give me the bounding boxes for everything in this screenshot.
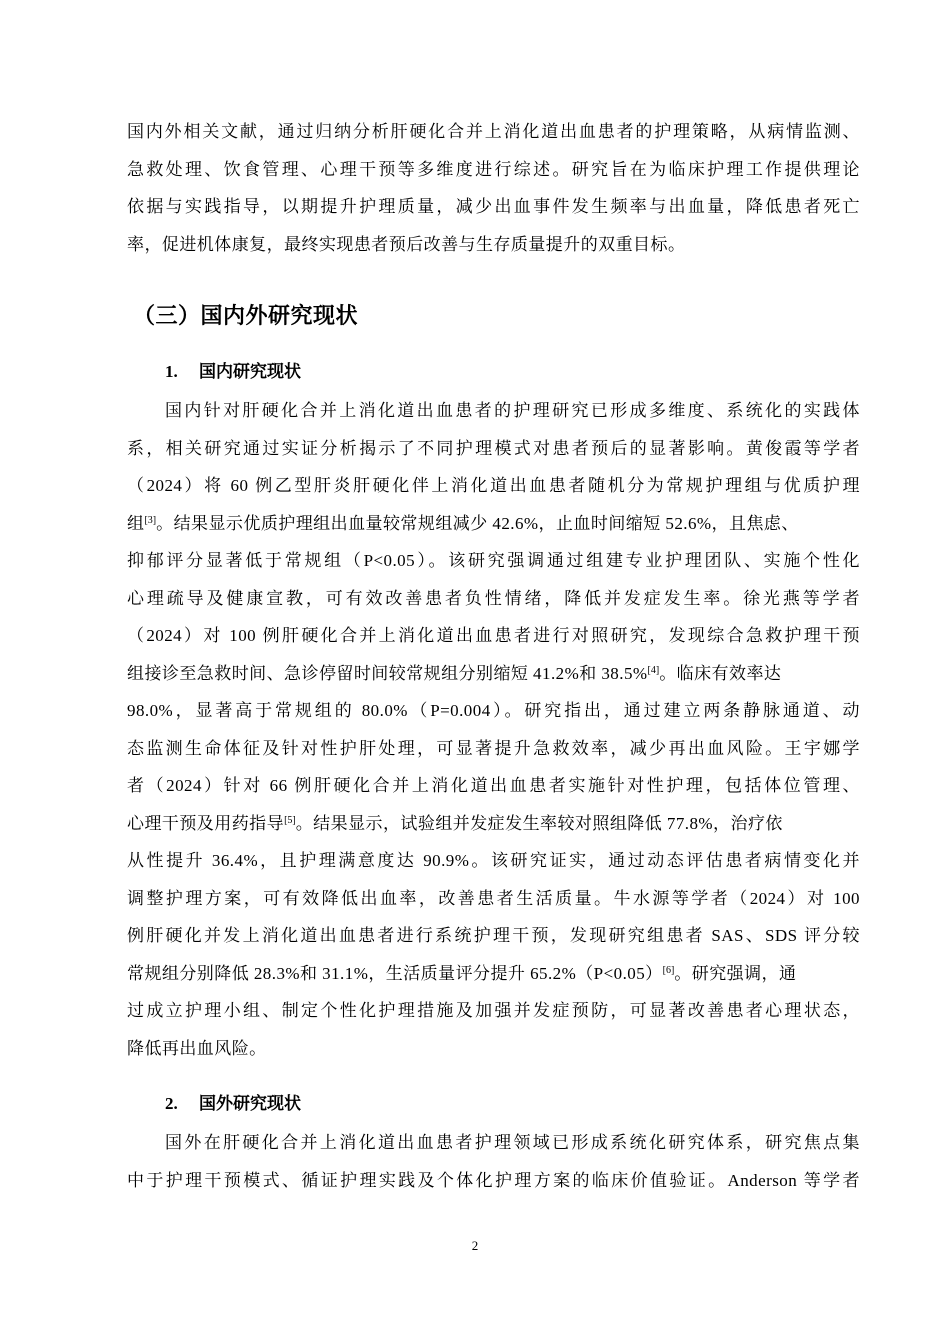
text-line: 心理疏导及健康宣教，可有效改善患者负性情绪，降低并发症发生率。徐光燕等学者 xyxy=(127,588,860,608)
text-line xyxy=(127,955,860,993)
citation-marker: [4] xyxy=(647,664,660,676)
text-fragment: 。结果显示优质护理组出血量较常规组减少 42.6%，止血时间缩短 52.6%，且焦虑、 xyxy=(156,513,799,533)
subsection-heading-domestic xyxy=(165,353,860,390)
text-line: （2024）对 100 例肝硬化合并上消化道出血患者进行对照研究，发现综合急救护理干预 xyxy=(127,626,860,645)
intro-paragraph xyxy=(127,113,860,263)
subsection-title: 国内研究现状 xyxy=(199,362,301,382)
citation-marker: [5] xyxy=(284,814,296,826)
text-line: 率，促进机体康复，最终实现患者预后改善与生存质量提升的双重目标。 xyxy=(127,234,686,254)
text-fragment: 。结果显示，试验组并发症发生率较对照组降低 77.8%，治疗依 xyxy=(295,813,783,833)
citation-marker: [3] xyxy=(144,514,157,526)
text-line: 98.0%，显著高于常规组的 80.0%（P=0.004）。研究指出，通过建立两条静脉通道、动 xyxy=(127,701,860,720)
section-heading: （三）国内外研究现状 xyxy=(133,304,359,329)
text-line: （2024）将 60 例乙型肝炎肝硬化伴上消化道出血患者随机分为常规护理组与优质护理 xyxy=(127,476,860,495)
text-fragment: 组接诊至急救时间、急诊停留时间较常规组分别缩短 41.2%和 38.5% xyxy=(127,663,648,683)
text-line: 调整护理方案，可有效降低出血率，改善患者生活质量。牛水源等学者（2024）对 100 xyxy=(127,888,860,908)
text-line: 急救处理、饮食管理、心理干预等多维度进行综述。研究旨在为临床护理工作提供理论 xyxy=(127,159,860,179)
subsection-title: 国外研究现状 xyxy=(199,1094,301,1114)
text-line: 降低再出血风险。 xyxy=(127,1038,267,1058)
text-line: 者（2024）针对 66 例肝硬化合并上消化道出血患者实施针对性护理，包括体位管理、 xyxy=(127,776,860,795)
text-line: 国内针对肝硬化合并上消化道出血患者的护理研究已形成多维度、系统化的实践体 xyxy=(165,401,860,420)
text-line: 中于护理干预模式、循证护理实践及个体化护理方案的临床价值验证。Anderson 等学者 xyxy=(127,1170,860,1190)
text-line: 抑郁评分显著低于常规组（P<0.05）。该研究强调通过组建专业护理团队、实施个性化 xyxy=(127,551,860,570)
text-line xyxy=(127,655,860,693)
text-line: 过成立护理小组、制定个性化护理措施及加强并发症预防，可显著改善患者心理状态， xyxy=(127,1001,860,1020)
text-line: 从性提升 36.4%，且护理满意度达 90.9%。该研究证实，通过动态评估患者病情变化并 xyxy=(127,851,860,870)
text-fragment: 。临床有效率达 xyxy=(659,663,782,683)
text-fragment: 常规组分别降低 28.3%和 31.1%，生活质量评分提升 65.2%（P<0.05） xyxy=(127,963,663,983)
subsection-heading-foreign xyxy=(165,1085,860,1122)
foreign-paragraph xyxy=(127,1124,860,1199)
text-line xyxy=(127,505,860,543)
domestic-paragraph xyxy=(127,392,860,1067)
subsection-number: 1. xyxy=(165,362,178,381)
citation-marker: [6] xyxy=(662,964,675,976)
spacer xyxy=(127,1067,860,1085)
text-line: 国外在肝硬化合并上消化道出血患者护理领域已形成系统化研究体系，研究焦点集 xyxy=(165,1133,860,1152)
text-line xyxy=(127,805,860,843)
text-line: 态监测生命体征及针对性护肝处理，可显著提升急救效率，减少再出血风险。王宇娜学 xyxy=(127,738,860,758)
text-line: 系，相关研究通过实证分析揭示了不同护理模式对患者预后的显著影响。黄俊霞等学者 xyxy=(127,438,860,458)
subsection-number: 2. xyxy=(165,1094,178,1113)
text-line: 依据与实践指导，以期提升护理质量，减少出血事件发生频率与出血量，降低患者死亡 xyxy=(127,197,860,216)
text-line: 国内外相关文献，通过归纳分析肝硬化合并上消化道出血患者的护理策略，从病情监测、 xyxy=(127,122,860,141)
text-line: 例肝硬化并发上消化道出血患者进行系统护理干预，发现研究组患者 SAS、SDS 评分较 xyxy=(127,926,860,945)
text-fragment: 。研究强调，通 xyxy=(674,963,797,983)
page-number: 2 xyxy=(471,1238,479,1253)
text-fragment: 心理干预及用药指导 xyxy=(127,813,285,833)
text-fragment: 组 xyxy=(127,513,145,533)
page-content xyxy=(127,113,860,1199)
